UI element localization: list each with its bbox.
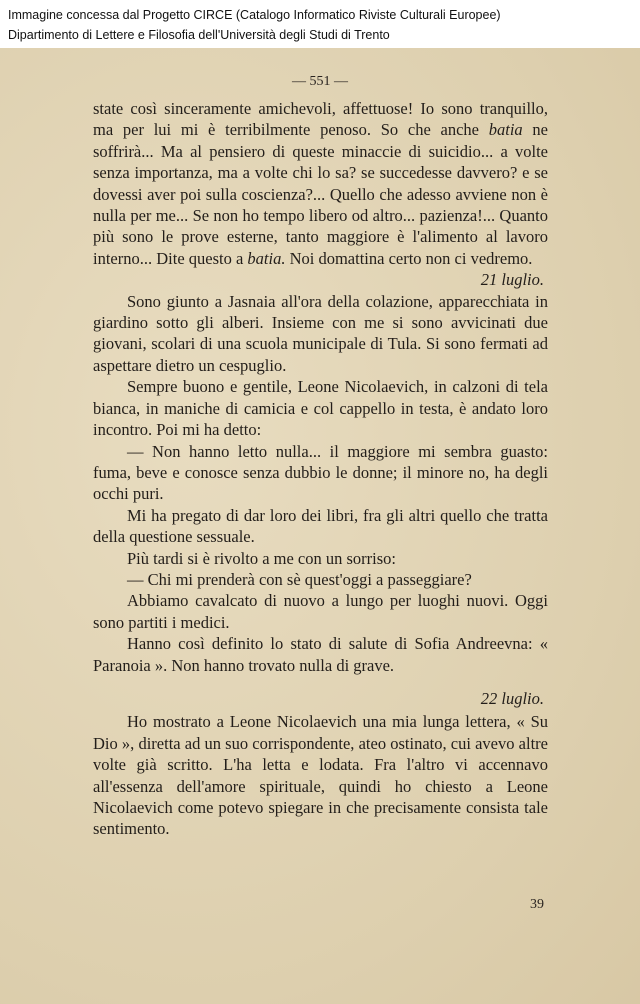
body-paragraph: Abbiamo cavalcato di nuovo a lungo per luoghi nuovi. Oggi sono partiti i medici.: [93, 591, 548, 632]
folio-number: 39: [530, 897, 544, 912]
italic-word: batia: [488, 120, 523, 140]
attribution-line-2: Dipartimento di Lettere e Filosofia dell'Università degli Studi di Trento: [8, 28, 390, 42]
body-paragraph: Mi ha pregato di dar loro dei libri, fra gli altri quello che tratta della questione sessuale.: [93, 505, 548, 547]
body-paragraph: Sempre buono e gentile, Leone Nicolaevich, in calzoni di tela bianca, in maniche di camicia e col cappello in testa, è andato loro incontro. Poi mi ha detto:: [93, 377, 548, 440]
body-paragraph: Ho mostrato a Leone Nicolaevich una mia lunga lettera, « Su Dio », diretta ad un suo corrispondente, ateo ostinato, cui avevo altre volte già scritto. L'ha letta e lodata. Fra l'altro vi accennavo all'essenza dell'amore spirituale, quindi ho chiesto a Leone Nicolaevich come potevo spiegare in che precisamente consista tale sentimento.: [93, 712, 548, 839]
attribution-header: [0, 0, 640, 48]
italic-word: batia.: [247, 248, 286, 268]
body-paragraph: state così sinceramente amichevoli, affettuose! Io sono tranquillo, ma per lui mi è terribilmente penoso. So che anche batia ne soffrirà... Ma al pensiero di queste minaccie di suicidio... a volte senza importanza, ma a volte chi lo sa? se succedesse davvero? e se dovessi aver poi sulla coscienza?... Quello che adesso avviene non è nulla per me... Se non ho tempo libero od altro... pazienza!... Quanto più sono le prove esterne, tanto maggiore è l'alimento al lavoro interno... Dite questo a batia. Noi domattina certo non ci vedremo.: [93, 99, 549, 268]
body-paragraph: Sono giunto a Jasnaia all'ora della colazione, apparecchiata in giardino sotto gli alberi. Insieme con me si sono avvicinati due giovani, scolari di una scuola municipale di Tula. Si sono fermati ad aspettare dietro un cespuglio.: [93, 291, 548, 375]
body-text: [93, 98, 548, 840]
body-paragraph: — Chi mi prenderà con sè quest'oggi a passeggiare?: [127, 569, 472, 589]
body-paragraph: — Non hanno letto nulla... il maggiore mi sembra guasto: fuma, beve e conosce senza dubbio le donne; il minore no, ha degli occhi puri.: [93, 441, 548, 504]
running-page-number: — 551 —: [292, 74, 348, 89]
entry-date: 21 luglio.: [480, 270, 544, 290]
attribution-line-1: Immagine concessa dal Progetto CIRCE (Catalogo Informatico Riviste Culturali Europee): [8, 8, 501, 22]
entry-date: 22 luglio.: [480, 688, 544, 708]
body-paragraph: Più tardi si è rivolto a me con un sorriso:: [127, 548, 397, 568]
body-paragraph: Hanno così definito lo stato di salute di Sofia Andreevna: « Paranoia ». Non hanno trovato nulla di grave.: [93, 634, 548, 675]
